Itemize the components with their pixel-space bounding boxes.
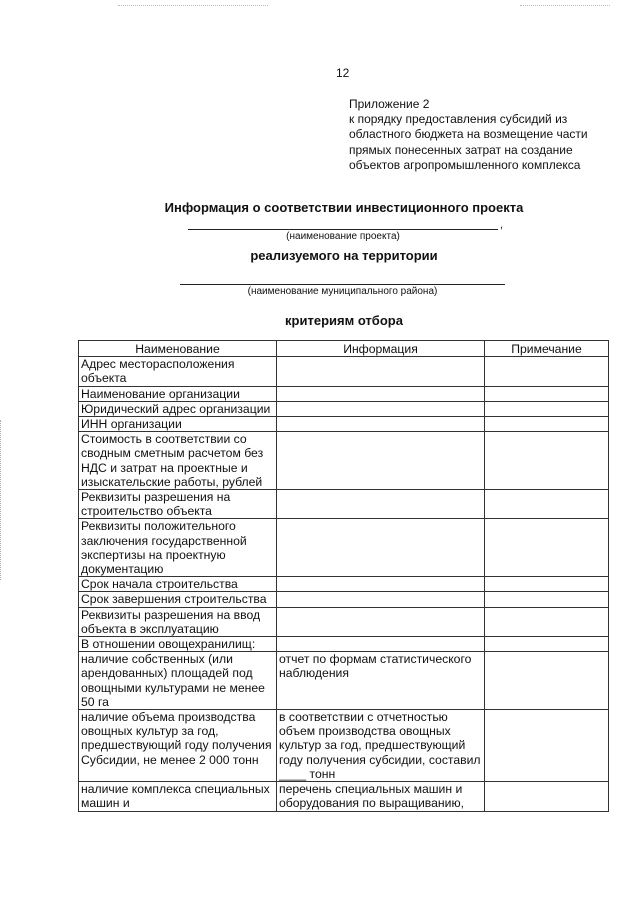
table-row bbox=[79, 577, 609, 592]
scan-artifact bbox=[0, 420, 11, 580]
row-name: Стоимость в соответствии со сводным сметным расчетом без НДС и затрат на проектные и изыскательские работы, рублей bbox=[79, 432, 277, 490]
row-note[interactable] bbox=[485, 401, 609, 416]
table-header-row bbox=[79, 341, 609, 357]
appendix-line: областного бюджета на возмещение части bbox=[349, 127, 588, 142]
header-info: Информация bbox=[277, 341, 485, 357]
row-info[interactable] bbox=[277, 432, 485, 490]
row-info[interactable]: в соответствии с отчетностью объем производства овощных культур за год, предшествующий году получения субсидии, составил ____ тонн bbox=[277, 710, 485, 782]
appendix-line: к порядку предоставления субсидий из bbox=[349, 112, 568, 127]
table-row bbox=[79, 607, 609, 636]
row-note[interactable] bbox=[485, 577, 609, 592]
row-note[interactable] bbox=[485, 592, 609, 607]
table-row bbox=[79, 490, 609, 519]
scan-artifact bbox=[520, 5, 610, 6]
row-name: Адрес месторасположения объекта bbox=[79, 357, 277, 386]
criteria-title: критериям отбора bbox=[285, 313, 403, 328]
document-title: Информация о соответствии инвестиционного проекта bbox=[164, 200, 524, 215]
project-comma: , bbox=[500, 219, 504, 231]
row-info[interactable] bbox=[277, 519, 485, 577]
appendix-line: прямых понесенных затрат на создание bbox=[349, 142, 573, 157]
row-info[interactable] bbox=[277, 592, 485, 607]
row-note[interactable] bbox=[485, 782, 609, 811]
table-row bbox=[79, 592, 609, 607]
row-note[interactable] bbox=[485, 432, 609, 490]
table-row bbox=[79, 710, 609, 782]
row-name: Юридический адрес организации bbox=[79, 401, 277, 416]
table-row bbox=[79, 357, 609, 386]
row-note[interactable] bbox=[485, 652, 609, 710]
table-row bbox=[79, 401, 609, 416]
table-row bbox=[79, 652, 609, 710]
scan-artifact bbox=[118, 5, 268, 6]
header-name: Наименование bbox=[79, 341, 277, 357]
row-name: Наименование организации bbox=[79, 386, 277, 401]
row-name: Срок завершения строительства bbox=[79, 592, 277, 607]
appendix-line: Приложение 2 bbox=[349, 97, 430, 111]
row-name: Реквизиты разрешения на ввод объекта в эксплуатацию bbox=[79, 607, 277, 636]
table-row bbox=[79, 417, 609, 432]
row-note[interactable] bbox=[485, 519, 609, 577]
district-name-line bbox=[180, 284, 505, 285]
row-note[interactable] bbox=[485, 490, 609, 519]
row-info[interactable] bbox=[277, 357, 485, 386]
header-note: Примечание bbox=[485, 341, 609, 357]
appendix-block bbox=[349, 97, 588, 173]
row-name: наличие объема производства овощных культур за год, предшествующий году получения Субсидии, не менее 2 000 тонн bbox=[79, 710, 277, 782]
row-info[interactable] bbox=[277, 401, 485, 416]
row-info[interactable] bbox=[277, 637, 485, 652]
row-name: наличие комплекса специальных машин и bbox=[79, 782, 277, 811]
row-note[interactable] bbox=[485, 417, 609, 432]
appendix-line: объектов агропромышленного комплекса bbox=[349, 157, 581, 172]
row-note[interactable] bbox=[485, 386, 609, 401]
row-name: В отношении овощехранилищ: bbox=[79, 637, 277, 652]
table-row bbox=[79, 637, 609, 652]
row-note[interactable] bbox=[485, 710, 609, 782]
row-note[interactable] bbox=[485, 637, 609, 652]
page-number: 12 bbox=[336, 66, 350, 80]
row-note[interactable] bbox=[485, 607, 609, 636]
row-name: Срок начала строительства bbox=[79, 577, 277, 592]
table-row bbox=[79, 386, 609, 401]
criteria-table bbox=[78, 340, 609, 812]
row-name: ИНН организации bbox=[79, 417, 277, 432]
row-info[interactable] bbox=[277, 417, 485, 432]
row-note[interactable] bbox=[485, 357, 609, 386]
project-name-hint: (наименование проекта) bbox=[286, 231, 400, 242]
row-info[interactable]: перечень специальных машин и оборудования по выращиванию, bbox=[277, 782, 485, 811]
project-name-line bbox=[188, 229, 498, 230]
row-info[interactable] bbox=[277, 577, 485, 592]
row-name: наличие собственных (или арендованных) площадей под овощными культурами не менее 50 га bbox=[79, 652, 277, 710]
district-name-hint: (наименование муниципального района) bbox=[247, 286, 438, 297]
row-name: Реквизиты разрешения на строительство объекта bbox=[79, 490, 277, 519]
table-row bbox=[79, 519, 609, 577]
table-row bbox=[79, 782, 609, 811]
row-info[interactable] bbox=[277, 607, 485, 636]
row-name: Реквизиты положительного заключения государственной экспертизы на проектную документацию bbox=[79, 519, 277, 577]
row-info[interactable]: отчет по формам статистического наблюдения bbox=[277, 652, 485, 710]
table-row bbox=[79, 432, 609, 490]
row-info[interactable] bbox=[277, 490, 485, 519]
territory-title: реализуемого на территории bbox=[250, 248, 438, 263]
row-info[interactable] bbox=[277, 386, 485, 401]
